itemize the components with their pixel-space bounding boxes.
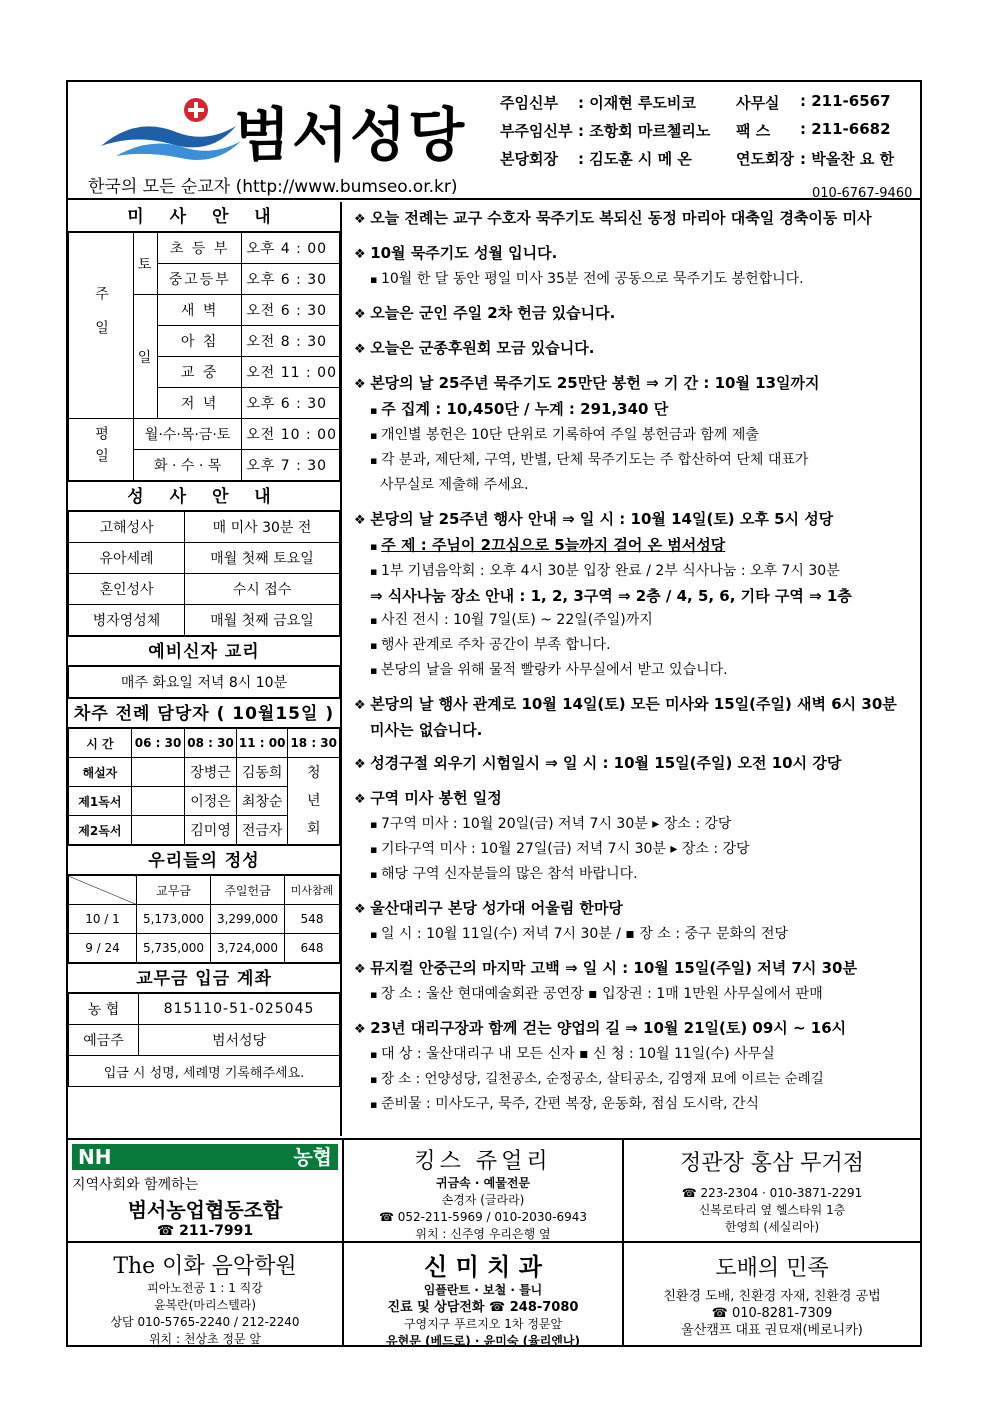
mass-name: 화 · 수 · 목 <box>134 450 242 481</box>
header-cell: 교무금 <box>137 876 211 905</box>
wallpaper-l1: 친환경 도배, 친환경 자재, 친환경 공법 <box>663 1289 881 1304</box>
cell: 5,173,000 <box>137 905 211 934</box>
notice-title: ❖ 10월 묵주기도 성월 입니다. <box>354 241 920 267</box>
mass-name: 중고등부 <box>157 264 241 295</box>
catechumen-title: 예비신자 교리 <box>68 636 340 666</box>
ad-kings <box>344 1140 624 1243</box>
table-row <box>69 512 340 543</box>
table-row <box>69 994 340 1025</box>
dental-l4: 유현문 (베드로) · 윤미숙 (율리엔나) <box>386 1334 580 1347</box>
notice-title: ❖ 뮤지컬 안중근의 마지막 고백 ⇒ 일 시 : 10월 15일(주일) 저녁 7시 30분 <box>354 956 920 982</box>
notice-sub: ▪ 장 소 : 울산 현대예술회관 공연장 ▪ 입장권 : 1매 1만원 사무실에서 판매 <box>354 982 920 1007</box>
church-logo-icon <box>96 96 246 166</box>
office-value: : 211-6682 <box>800 120 891 138</box>
cell: 장병근 <box>185 758 237 787</box>
mass-time: 오후 4 : 00 <box>242 233 340 264</box>
music-l4: 위치 : 천상초 정문 앞 <box>148 1332 262 1346</box>
notice-item <box>354 956 920 1007</box>
sacrament-value: 매월 첫째 금요일 <box>185 605 340 636</box>
mass-name: 아 침 <box>157 326 241 357</box>
kings-tag: 귀금속 · 예물전문 <box>435 1176 531 1190</box>
youth-cell <box>288 758 340 845</box>
diagonal-cell <box>69 876 137 905</box>
table-row <box>69 1056 340 1087</box>
dental-name: 신 미 치 과 <box>424 1253 542 1281</box>
notice-item <box>354 301 920 327</box>
mass-time: 오전 10 : 00 <box>242 419 340 450</box>
ad-dental <box>344 1243 624 1347</box>
notice-item <box>354 371 920 498</box>
offering-table <box>68 875 340 963</box>
dental-l3: 구영지구 푸르지오 1차 정문앞 <box>403 1317 563 1331</box>
music-name: The 이화 음악학원 <box>113 1254 297 1279</box>
role-cell: 제2독서 <box>69 816 132 845</box>
table-row <box>69 574 340 605</box>
ads-section <box>68 1138 920 1345</box>
cell: 이정은 <box>185 787 237 816</box>
mass-time: 오전 6 : 30 <box>242 295 340 326</box>
header-cell: 미사참례 <box>285 876 340 905</box>
notice-sub: ▪ 각 분과, 제단체, 구역, 반별, 단체 묵주기도는 주 합산하여 단체 대표가 <box>354 448 920 473</box>
account-table <box>68 993 340 1087</box>
notice-sub: ▪ 기타구역 미사 : 10월 27일(금) 저녁 7시 30분 ▸ 장소 : 강당 <box>354 837 920 862</box>
ginseng-name: 정관장 홍삼 무거점 <box>679 1151 864 1176</box>
sacrament-name: 혼인성사 <box>69 574 185 605</box>
ginseng-loc: 신복로타리 옆 헬스타워 1층 <box>698 1203 846 1217</box>
account-number: 815110-51-025045 <box>139 994 340 1025</box>
motto: 한국의 모든 순교자 (http://www.bumseo.or.kr) <box>88 177 458 197</box>
next-week-table <box>68 728 340 845</box>
catechumen-value: 매주 화요일 저녁 8시 10분 <box>69 667 340 698</box>
catechumen-table <box>68 666 340 698</box>
staff-role: 부주임신부 <box>500 122 573 140</box>
notice-title: ❖ 23년 대리구장과 함께 걷는 양업의 길 ⇒ 10월 21일(토) 09시 ~ 16시 <box>354 1016 920 1042</box>
header-cell: 주일헌금 <box>211 876 285 905</box>
staff-name: : 이재현 루도비코 <box>578 94 696 112</box>
role-cell: 해설자 <box>69 758 132 787</box>
notice-item <box>354 692 920 742</box>
ad-wallpaper <box>624 1243 920 1347</box>
table-row <box>69 934 340 963</box>
sacrament-title: 성 사 안 내 <box>68 481 340 511</box>
nh-logo-text: NH <box>78 1145 112 1169</box>
sacrament-name: 유아세례 <box>69 543 185 574</box>
header-cell: 11 : 00 <box>236 729 288 758</box>
kings-loc: 위치 : 신주영 우리은행 옆 <box>415 1227 551 1241</box>
sacrament-name: 고해성사 <box>69 512 185 543</box>
notice-item <box>354 507 920 683</box>
header-cell: 06 : 30 <box>131 729 185 758</box>
office-role: 팩 스 <box>736 122 771 140</box>
office-phone: 010-6767-9460 <box>812 186 913 201</box>
cell: 김미영 <box>185 816 237 845</box>
header <box>68 82 920 200</box>
header-cell: 시 간 <box>69 729 132 758</box>
ginseng-phone: ☎ 223-2304 · 010-3871-2291 <box>681 1186 863 1200</box>
table-row <box>69 1025 340 1056</box>
notice-sub: ▪ 행사 관계로 주차 공간이 부족 합니다. <box>354 633 920 658</box>
wallpaper-name: 도배의 민족 <box>715 1256 829 1281</box>
music-l3: 상담 010-5765-2240 / 212-2240 <box>110 1315 300 1329</box>
ad-nh <box>68 1140 344 1243</box>
left-column <box>68 202 342 1136</box>
notice-item <box>354 336 920 362</box>
account-note: 입금 시 성명, 세례명 기록해주세요. <box>69 1056 340 1087</box>
saturday-label: 토 <box>134 233 158 295</box>
mass-table <box>68 232 340 481</box>
cell: 3,299,000 <box>211 905 285 934</box>
sunday-label <box>69 233 134 419</box>
table-row <box>69 605 340 636</box>
staff-role: 주임신부 <box>500 94 558 112</box>
notice-item <box>354 206 920 232</box>
cell: 최창순 <box>236 787 288 816</box>
weekday-text: 평일 <box>93 425 109 470</box>
notice-theme-text: 주 제 : 주님이 2끄심으로 5늘까지 걸어 온 범서성당 <box>381 536 726 554</box>
cell <box>131 787 185 816</box>
notice-item <box>354 1016 920 1117</box>
kings-owner: 손경자 (글라라) <box>441 1193 525 1207</box>
notice-sub: ▪ 개인별 봉헌은 10단 단위로 기록하여 주일 봉헌금과 함께 제출 <box>354 423 920 448</box>
next-week-title: 차주 전례 담당자 ( 10월15일 ) <box>68 698 340 728</box>
sacrament-value: 매 미사 30분 전 <box>185 512 340 543</box>
cell: 3,724,000 <box>211 934 285 963</box>
date-cell: 10 / 1 <box>69 905 137 934</box>
kings-name: 킹스 쥬얼리 <box>414 1149 552 1174</box>
notice-item <box>354 786 920 887</box>
mass-time: 오후 6 : 30 <box>242 264 340 295</box>
date-cell: 9 / 24 <box>69 934 137 963</box>
mass-time: 오전 8 : 30 <box>242 326 340 357</box>
nh-line1: 지역사회와 함께하는 <box>72 1177 199 1193</box>
cell: 648 <box>285 934 340 963</box>
notice-title: ❖ 구역 미사 봉헌 일정 <box>354 786 920 812</box>
notice-sub: ▪ 준비물 : 미사도구, 묵주, 간편 복장, 운동화, 점심 도시락, 간식 <box>354 1092 920 1117</box>
staff-name: : 김도훈 시 메 온 <box>578 150 692 168</box>
cell <box>131 758 185 787</box>
table-row <box>69 667 340 698</box>
notice-theme <box>354 533 920 559</box>
notice-sub: ▪ 주 집계 : 10,450단 / 누계 : 291,340 단 <box>354 397 920 423</box>
music-l2: 윤복란(마리스텔라) <box>153 1298 257 1312</box>
sacrament-name: 병자영성체 <box>69 605 185 636</box>
table-row <box>69 543 340 574</box>
cell <box>131 816 185 845</box>
mass-name: 저 녁 <box>157 388 241 419</box>
sacrament-value: 매월 첫째 토요일 <box>185 543 340 574</box>
notice-sub: ▪ 대 상 : 울산대리구 내 모든 신자 ▪ 신 청 : 10월 11일(수) 사무실 <box>354 1042 920 1067</box>
table-row <box>69 233 340 264</box>
notice-arrow: ⇒ 식사나눔 장소 안내 : 1, 2, 3구역 ⇒ 2층 / 4, 5, 6, 기타 구역 ⇒ 1층 <box>370 587 852 605</box>
notice-item <box>354 241 920 292</box>
notice-sub: ▪ 일 시 : 10월 11일(수) 저녁 7시 30분 / ▪ 장 소 : 중구 문화의 전당 <box>354 922 920 947</box>
notice-title: ❖ 본당의 날 25주년 행사 안내 ⇒ 일 시 : 10월 14일(토) 오후 5시 성당 <box>354 507 920 533</box>
mass-name: 새 벽 <box>157 295 241 326</box>
notices <box>344 202 920 1136</box>
nh-name: 범서농업협동조합 <box>127 1198 283 1222</box>
table-row <box>69 758 340 787</box>
church-name: 범서성당 <box>234 101 467 169</box>
notice-title: ❖ 오늘은 군종후원회 모금 있습니다. <box>354 336 920 362</box>
bulletin-frame <box>66 80 922 1347</box>
header-cell: 18 : 30 <box>288 729 340 758</box>
office-value: : 박올찬 요 한 <box>800 150 895 168</box>
notice-sub: ▪ 사진 전시 : 10월 7일(토) ~ 22일(주일)까지 <box>354 608 920 633</box>
table-row <box>69 876 340 905</box>
staff-role: 본당회장 <box>500 150 558 168</box>
ad-ginseng <box>624 1140 920 1243</box>
notice-sub: ▪ 본당의 날을 위해 물적 빨랑카 사무실에서 받고 있습니다. <box>354 658 920 683</box>
account-title: 교무금 입금 계좌 <box>68 963 340 993</box>
kings-phone: ☎ 052-211-5969 / 010-2030-6943 <box>378 1210 588 1224</box>
notice-sub: ▪ 해당 구역 신자분들의 많은 참석 바랍니다. <box>354 862 920 887</box>
day-label: 일 <box>134 295 158 419</box>
role-cell: 제1독서 <box>69 787 132 816</box>
office-role: 사무실 <box>736 94 780 112</box>
office-value: : 211-6567 <box>800 92 891 110</box>
notice-item <box>354 896 920 947</box>
sacrament-value: 수시 접수 <box>185 574 340 605</box>
cell: 548 <box>285 905 340 934</box>
dental-l1: 임플란트 · 보철 · 틀니 <box>423 1283 543 1297</box>
notice-sub: 사무실로 제출해 주세요. <box>380 477 529 493</box>
wallpaper-l3: 울산캠프 대표 권묘재(베로니카) <box>681 1323 863 1338</box>
mass-time: 오전 11 : 00 <box>242 357 340 388</box>
header-cell: 08 : 30 <box>185 729 237 758</box>
ginseng-owner: 한영희 (세실리아) <box>724 1220 820 1234</box>
notice-item <box>354 751 920 777</box>
wallpaper-l2: ☎ 010-8281-7309 <box>711 1306 833 1321</box>
notice-cont: 미사는 없습니다. <box>370 721 483 739</box>
dental-l2: 진료 및 상담전화 ☎ 248-7080 <box>387 1300 579 1315</box>
sunday-text: 주일 <box>93 286 109 354</box>
music-l1: 피아노전공 1 : 1 직강 <box>147 1281 263 1295</box>
holder-label: 예금주 <box>69 1025 139 1056</box>
nh-logo-text-2: 농협 <box>293 1145 332 1169</box>
mass-time: 오후 7 : 30 <box>242 450 340 481</box>
staff-name: : 조항회 마르첼리노 <box>578 122 711 140</box>
notice-sub: ▪ 장 소 : 언양성당, 길천공소, 순정공소, 살티공소, 김영재 묘에 이르는 순례길 <box>354 1067 920 1092</box>
nh-bar <box>72 1144 338 1170</box>
nh-phone: ☎ 211-7991 <box>156 1223 254 1239</box>
mass-title: 미 사 안 내 <box>68 202 340 232</box>
notice-sub: ▪ 1부 기념음악회 : 오후 4시 30분 입장 완료 / 2부 식사나눔 : 오후 7시 30분 <box>354 559 920 584</box>
mass-name: 초 등 부 <box>157 233 241 264</box>
office-role: 연도회장 <box>736 150 794 168</box>
weekday-label <box>69 419 134 481</box>
holder-value: 범서성당 <box>139 1025 340 1056</box>
cell: 김동희 <box>236 758 288 787</box>
mass-name: 월·수·목·금·토 <box>134 419 242 450</box>
notice-title: ❖ 성경구절 외우기 시험일시 ⇒ 일 시 : 10월 15일(주일) 오전 10시 강당 <box>354 751 920 777</box>
bank-cell: 농 협 <box>69 994 139 1025</box>
table-row <box>69 419 340 450</box>
youth-char: 년 <box>306 793 321 809</box>
notice-title: ❖ 오늘 전례는 교구 수호자 묵주기도 복되신 동정 마리아 대축일 경축이동 미사 <box>354 206 920 232</box>
youth-char: 회 <box>306 821 321 837</box>
offering-title: 우리들의 정성 <box>68 845 340 875</box>
youth-char: 청 <box>306 765 321 781</box>
table-row <box>69 905 340 934</box>
notice-sub: ▪ 10월 한 달 동안 평일 미사 35분 전에 공동으로 묵주기도 봉헌합니다. <box>354 267 920 292</box>
mass-time: 오후 6 : 30 <box>242 388 340 419</box>
notice-title: ❖ 본당의 날 행사 관계로 10월 14일(토) 모든 미사와 15일(주일) 새벽 6시 30분 <box>354 692 920 718</box>
cell: 전금자 <box>236 816 288 845</box>
notice-title: ❖ 본당의 날 25주년 묵주기도 25만단 봉헌 ⇒ 기 간 : 10월 13일까지 <box>354 371 920 397</box>
table-row <box>69 729 340 758</box>
sacrament-table <box>68 511 340 636</box>
mass-name: 교 중 <box>157 357 241 388</box>
cell: 5,735,000 <box>137 934 211 963</box>
ad-music <box>68 1243 344 1347</box>
notice-title: ❖ 울산대리구 본당 성가대 어울림 한마당 <box>354 896 920 922</box>
notice-sub: ▪ 7구역 미사 : 10월 20일(금) 저녁 7시 30분 ▸ 장소 : 강당 <box>354 812 920 837</box>
notice-title: ❖ 오늘은 군인 주일 2차 헌금 있습니다. <box>354 301 920 327</box>
